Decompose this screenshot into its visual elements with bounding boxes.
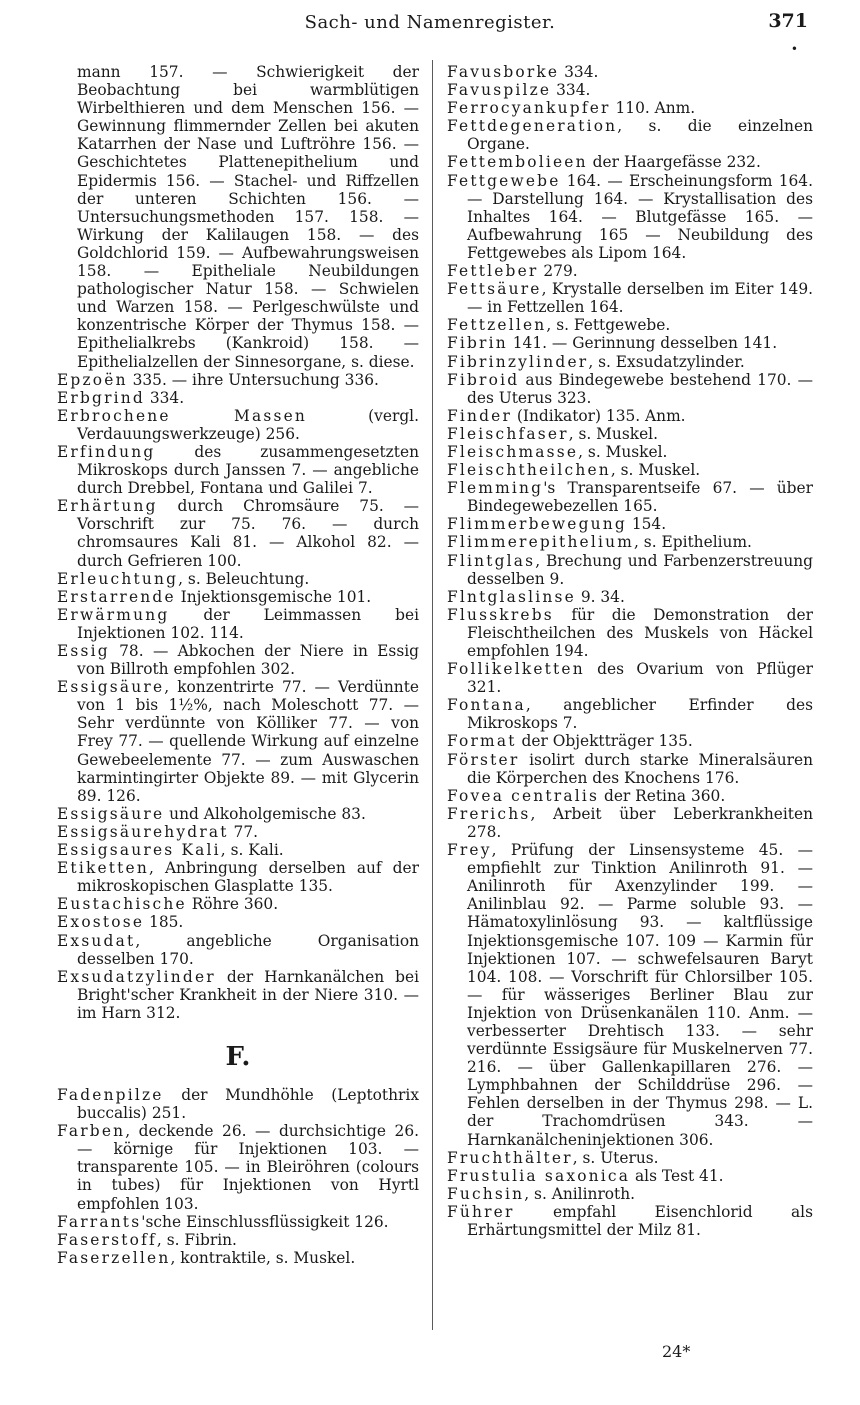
- index-text: 154.: [626, 515, 667, 534]
- index-term: Fettgewebe: [447, 171, 561, 190]
- index-entry: [57, 1213, 419, 1231]
- index-term: Essigsäure: [57, 678, 165, 697]
- index-text: 'sche Einschlussflüssigkeit 126.: [141, 1212, 389, 1231]
- index-entry: [57, 371, 419, 389]
- index-text: aus Bindegewebe bestehend 170. — des Uterus 323.: [467, 370, 813, 407]
- page-number: 371: [768, 10, 808, 32]
- index-entry: [57, 443, 419, 497]
- index-term: Flemming: [447, 479, 544, 498]
- index-entry: [57, 823, 419, 841]
- index-term: Farben: [57, 1122, 126, 1141]
- index-term: Fettsäure: [447, 280, 542, 299]
- index-entry: [447, 1185, 813, 1203]
- index-text: Injektionsgemische 101.: [175, 587, 372, 606]
- index-text: 335. — ihre Untersuchung 336.: [127, 370, 379, 389]
- index-text: , konzentrirte 77. — Verdünnte von 1 bis 1½%, nach Moleschott 77. — Sehr verdünnte von Kölliker 77. — von Frey 77. — quellende Wirkung auf einzelne Gewebeelemente 77. — zum Auswaschen karmintingirter Objekte 89. — mit Glycerin 89. 126.: [77, 678, 419, 805]
- index-text: der Objektträger 135.: [516, 732, 693, 751]
- index-term: Fontana: [447, 696, 526, 715]
- index-term: Erwärmung: [57, 605, 170, 624]
- index-term: Essigsäurehydrat: [57, 822, 229, 841]
- index-term: Epzoën: [57, 370, 128, 389]
- index-text: , s. Uterus.: [572, 1148, 659, 1167]
- index-term: Erhärtung: [57, 497, 158, 516]
- index-entry: [447, 443, 813, 461]
- index-text: und Alkoholgemische 83.: [164, 804, 366, 823]
- index-term: Fibrin: [447, 334, 508, 353]
- index-term: Fettleber: [447, 262, 539, 281]
- index-term: Fettembolieen: [447, 153, 588, 172]
- index-entry: [447, 1203, 813, 1239]
- index-term: Essigsäure: [57, 804, 165, 823]
- index-text: empfahl Eisenchlorid als Erhärtungsmittel der Milz 81.: [467, 1202, 813, 1239]
- index-term: Erfindung: [57, 442, 156, 461]
- index-text: , s. Muskel.: [578, 442, 668, 461]
- index-entry: [447, 787, 813, 805]
- index-text: der Retina 360.: [599, 786, 726, 805]
- index-text: für die Demonstration der Fleischtheilchen des Muskels von Häckel empfohlen 194.: [467, 605, 813, 660]
- index-term: Exostose: [57, 913, 145, 932]
- index-entry: [447, 117, 813, 153]
- entries-e-list: [57, 371, 419, 1022]
- index-text: , s. Fibrin.: [156, 1230, 237, 1249]
- index-entry: [57, 968, 419, 1022]
- index-entry: [447, 262, 813, 280]
- column-divider: [432, 60, 433, 1330]
- index-entry: [447, 606, 813, 660]
- index-entry: [447, 660, 813, 696]
- index-text: , s. Exsudatzylinder.: [588, 352, 745, 371]
- index-entry: [57, 1122, 419, 1212]
- index-term: Faserstoff: [57, 1230, 157, 1249]
- index-term: Fleischfaser: [447, 424, 569, 443]
- index-term: Favuspilze: [447, 81, 552, 100]
- index-entry: [447, 552, 813, 588]
- index-term: Flimmerbewegung: [447, 515, 627, 534]
- index-text: 334.: [559, 63, 599, 81]
- index-entry: [447, 461, 813, 479]
- index-term: Fadenpilze: [57, 1085, 164, 1104]
- index-entry: [447, 533, 813, 551]
- index-text: 185.: [144, 913, 184, 932]
- index-term: Ferrocyankupfer: [447, 99, 611, 118]
- index-term: Fleischtheilchen: [447, 461, 611, 480]
- entries-f-list: [57, 1086, 419, 1267]
- index-entry: [57, 913, 419, 931]
- index-entry: [57, 407, 419, 443]
- entries-right-list: [447, 63, 813, 1239]
- index-entry: [57, 841, 419, 859]
- page-mark: •: [790, 42, 798, 56]
- index-entry: [57, 678, 419, 805]
- index-entry: [57, 497, 419, 569]
- index-term: Frey: [447, 841, 492, 860]
- index-entry: [57, 1231, 419, 1249]
- index-text: , s. Muskel.: [610, 461, 701, 480]
- index-entry: [447, 407, 813, 425]
- index-term: Frustulia saxonica: [447, 1166, 631, 1185]
- index-text: , angebliche Organisation desselben 170.: [77, 931, 419, 968]
- index-text: durch Chromsäure 75. — Vorschrift zur 75. 76. — durch chromsaures Kali 81. — Alkohol 82. — durch Gefrieren 100.: [77, 497, 419, 570]
- index-text: , Arbeit über Leberkrankheiten 278.: [467, 804, 813, 841]
- index-text: , deckende 26. — durchsichtige 26. — körnige für Injektionen 103. — transparente 105. — in Bleiröhren (colours in tubes) für Injektionen von Hyrtl empfohlen 103.: [77, 1122, 419, 1213]
- index-entry: [447, 841, 813, 1149]
- index-term: Förster: [447, 750, 520, 769]
- right-column: [447, 63, 813, 1239]
- index-entry: [447, 280, 813, 316]
- index-entry: [447, 153, 813, 171]
- running-header: Sach- und Namenregister.: [304, 12, 556, 33]
- index-entry: [57, 570, 419, 588]
- index-entry: [447, 1167, 813, 1185]
- index-entry: [447, 588, 813, 606]
- index-text: der Mundhöhle (Leptothrix buccalis) 251.: [77, 1085, 419, 1123]
- section-letter-f: F.: [225, 1041, 251, 1072]
- index-text: (Indikator) 135. Anm.: [512, 406, 686, 425]
- index-text: des Ovarium von Pflüger 321.: [467, 660, 813, 697]
- index-term: Flintglas: [447, 551, 536, 570]
- index-text: isolirt durch starke Mineralsäuren die Körperchen des Knochens 176.: [467, 750, 813, 787]
- index-entry: [447, 316, 813, 334]
- index-text: , kontraktile, s. Muskel.: [170, 1248, 356, 1267]
- index-term: Erbgrind: [57, 388, 145, 407]
- index-term: Flimmerepithelium: [447, 533, 635, 552]
- index-entry: [57, 1249, 419, 1267]
- index-term: Flntglaslinse: [447, 587, 576, 606]
- signature-mark: 24*: [662, 1342, 691, 1361]
- index-text: , Krystalle derselben im Eiter 149. — in Fettzellen 164.: [467, 280, 813, 317]
- index-entry: [447, 515, 813, 533]
- index-entry: [447, 371, 813, 407]
- index-text: , s. die einzelnen Organe.: [467, 117, 813, 154]
- index-entry: [447, 81, 813, 99]
- index-term: Essigsaures Kali: [57, 841, 221, 860]
- index-term: Fibrinzylinder: [447, 352, 589, 371]
- index-entry: [447, 696, 813, 732]
- index-text: als Test 41.: [630, 1166, 724, 1185]
- index-entry: [447, 425, 813, 443]
- index-text: 77.: [228, 822, 259, 841]
- index-text: der Harnkanälchen bei Bright'scher Krankheit in der Niere 310. — im Harn 312.: [77, 967, 419, 1022]
- index-term: Format: [447, 732, 517, 751]
- index-text: Röhre 360.: [186, 895, 279, 914]
- index-text: der Haargefässe 232.: [587, 153, 761, 172]
- index-text: 141. — Gerinnung desselben 141.: [507, 334, 778, 353]
- index-text: , s. Beleuchtung.: [178, 569, 310, 588]
- index-term: Finder: [447, 406, 513, 425]
- index-term: Flusskrebs: [447, 605, 554, 624]
- index-term: Essig: [57, 642, 110, 660]
- index-term: Fruchthälter: [447, 1148, 573, 1167]
- index-text: 110. Anm.: [610, 99, 696, 118]
- index-entry: [447, 479, 813, 515]
- index-text: 9. 34.: [575, 587, 625, 606]
- index-text: 279.: [538, 262, 578, 281]
- index-text: , s. Anilinroth.: [524, 1184, 636, 1203]
- index-entry: [57, 1086, 419, 1122]
- index-text: des zusammengesetzten Mikroskops durch Janssen 7. — angebliche durch Drebbel, Fontana und Galilei 7.: [77, 442, 419, 498]
- index-entry: [57, 859, 419, 895]
- index-text: , s. Kali.: [220, 841, 284, 860]
- index-entry: [447, 99, 813, 117]
- index-term: Etiketten: [57, 859, 149, 878]
- index-term: Fuchsin: [447, 1184, 525, 1203]
- index-term: Farrants: [57, 1212, 142, 1231]
- index-text: der Leimmassen bei Injektionen 102. 114.: [77, 605, 419, 642]
- index-entry: [447, 63, 813, 81]
- index-text: , s. Fettgewebe.: [546, 316, 671, 335]
- index-text: 's Transparentseife 67. — über Bindegewebezellen 165.: [467, 479, 813, 516]
- index-entry: [447, 732, 813, 750]
- index-term: Eustachische: [57, 895, 187, 914]
- index-entry: [57, 606, 419, 642]
- index-text: 78. — Abkochen der Niere in Essig von Billroth empfohlen 302.: [77, 642, 419, 679]
- continued-entry: mann 157. — Schwierigkeit der Beobachtung bei warmblütigen Wirbelthieren und dem Menschen 156. — Gewinnung flimmernder Zellen bei akuten Katarrhen der Nase und Luftröhre 156. — Geschichtetes Plattenepithelium und Epidermis 156. — Stachel- und Riffzellen der unteren Schichten 156. — Untersuchungsmethoden 157. 158. — Wirkung der Kalilaugen 158. — des Goldchlorid 159. — Aufbewahrungsweisen 158. — Epitheliale Neubildungen pathologischer Natur 158. — Schwielen und Warzen 158. — Perlgeschwülste und konzentrische Körper der Thymus 158. — Epithelialkrebs (Kankroid) 158. — Epithelialzellen der Sinnesorgane, s. diese.: [77, 63, 419, 371]
- index-term: Faserzellen: [57, 1248, 171, 1267]
- index-text: 334.: [551, 81, 591, 100]
- index-entry: [447, 751, 813, 787]
- index-entry: [57, 389, 419, 407]
- index-term: Erleuchtung: [57, 569, 179, 588]
- index-text: , angeblicher Erfinder des Mikroskops 7.: [467, 696, 813, 733]
- index-text: (vergl. Verdauungswerkzeuge) 256.: [77, 406, 419, 443]
- index-text: , Brechung und Farbenzerstreuung desselben 9.: [467, 551, 813, 588]
- index-entry: [447, 805, 813, 841]
- left-column: [57, 63, 419, 1267]
- index-term: Erstarrende: [57, 587, 176, 606]
- index-entry: [447, 1149, 813, 1167]
- index-text: , Anbringung derselben auf der mikroskopischen Glasplatte 135.: [77, 859, 419, 896]
- index-term: Fettzellen: [447, 316, 547, 335]
- index-term: Fettdegeneration: [447, 117, 618, 136]
- index-text: , Prüfung der Linsensysteme 45. — empfiehlt zur Tinktion Anilinroth 91. — Anilinroth für Axenzylinder 199. — Anilinblau 92. — Parme soluble 93. — Hämatoxylinlösung 93. — kaltflüssige Injektionsgemische 107. 109 — Karmin für Injektionen 107. — schwefelsauren Baryt 104. 108. — Vorschrift für Chlorsilber 105. — für wässeriges Berliner Blau zur Injektion von Drüsenkanälen 110. Anm. — verbesserter Drehtisch 133. — sehr verdünnte Essigsäure für Muskelnerven 77. 216. — über Gallenkapillaren 276. — Lymphbahnen der Schilddrüse 296. — Fehlen derselben in der Thymus 298. — L. der Trachomdrüsen 343. — Harnkanälcheninjektionen 306.: [467, 841, 813, 1149]
- index-entry: [57, 895, 419, 913]
- index-term: Favusborke: [447, 63, 560, 81]
- index-entry: [57, 642, 419, 678]
- index-entry: [57, 588, 419, 606]
- index-text: , s. Epithelium.: [634, 533, 752, 552]
- index-term: Exsudat: [57, 931, 136, 950]
- index-text: 334.: [144, 388, 185, 407]
- index-term: Fleischmasse: [447, 442, 579, 461]
- index-term: Fovea centralis: [447, 786, 600, 805]
- index-term: Führer: [447, 1202, 515, 1221]
- index-text: 164. — Erscheinungsform 164. — Darstellung 164. — Krystallisation des Inhaltes 164. — Blutgefässe 165. — Aufbewahrung 165 — Neubildung des Fettgewebes als Lipom 164.: [467, 171, 813, 262]
- index-term: Erbrochene Massen: [57, 406, 308, 425]
- index-text: , s. Muskel.: [568, 424, 658, 443]
- index-entry: [447, 334, 813, 352]
- index-term: Fibroid: [447, 370, 520, 389]
- index-term: Follikelketten: [447, 660, 585, 679]
- index-entry: [447, 172, 813, 262]
- index-entry: [57, 805, 419, 823]
- index-entry: [447, 353, 813, 371]
- index-term: Frerichs: [447, 804, 531, 823]
- index-term: Exsudatzylinder: [57, 967, 216, 986]
- index-entry: [57, 932, 419, 968]
